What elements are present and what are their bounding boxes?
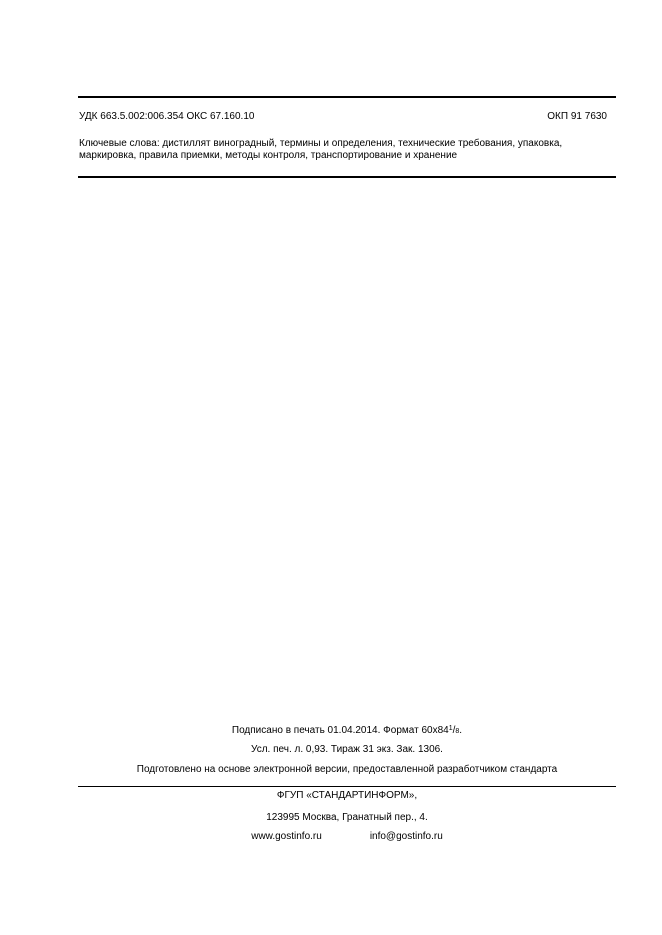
- format-suffix: .: [459, 725, 463, 736]
- format-slash: /: [452, 725, 456, 736]
- publisher-contacts: [78, 831, 616, 843]
- top-rule: [78, 96, 616, 98]
- signed-for-print: [78, 725, 616, 738]
- website-link[interactable]: www.gostinfo.ru: [251, 831, 322, 842]
- format-numerator: 1: [448, 725, 453, 732]
- publisher-address: 123995 Москва, Гранатный пер., 4.: [266, 812, 428, 823]
- keywords-block: [79, 138, 617, 162]
- okp-code: ОКП 91 7630: [547, 111, 607, 122]
- format-denominator: 8: [455, 728, 460, 735]
- email-link[interactable]: info@gostinfo.ru: [369, 831, 443, 842]
- signed-text: Подписано в печать 01.04.2014. Формат 60х84: [231, 725, 449, 736]
- udk-oks-codes: УДК 663.5.002:006.354 ОКС 67.160.10: [79, 111, 255, 122]
- keywords-line-2: маркировка, правила приемки, методы контроля, транспортирование и хранение: [79, 150, 458, 161]
- prepared-note: Подготовлено на основе электронной версии, предоставленной разработчиком стандарта: [136, 764, 558, 775]
- bottom-rule: [78, 786, 616, 787]
- print-sheets-info: Усл. печ. л. 0,93. Тираж 31 экз. Зак. 1306.: [251, 744, 443, 755]
- keywords-line-1: Ключевые слова: дистиллят виноградный, термины и определения, технические требования, упаковка,: [79, 138, 563, 149]
- middle-rule: [78, 176, 616, 178]
- publisher-name: ФГУП «СТАНДАРТИНФОРМ»,: [276, 790, 418, 801]
